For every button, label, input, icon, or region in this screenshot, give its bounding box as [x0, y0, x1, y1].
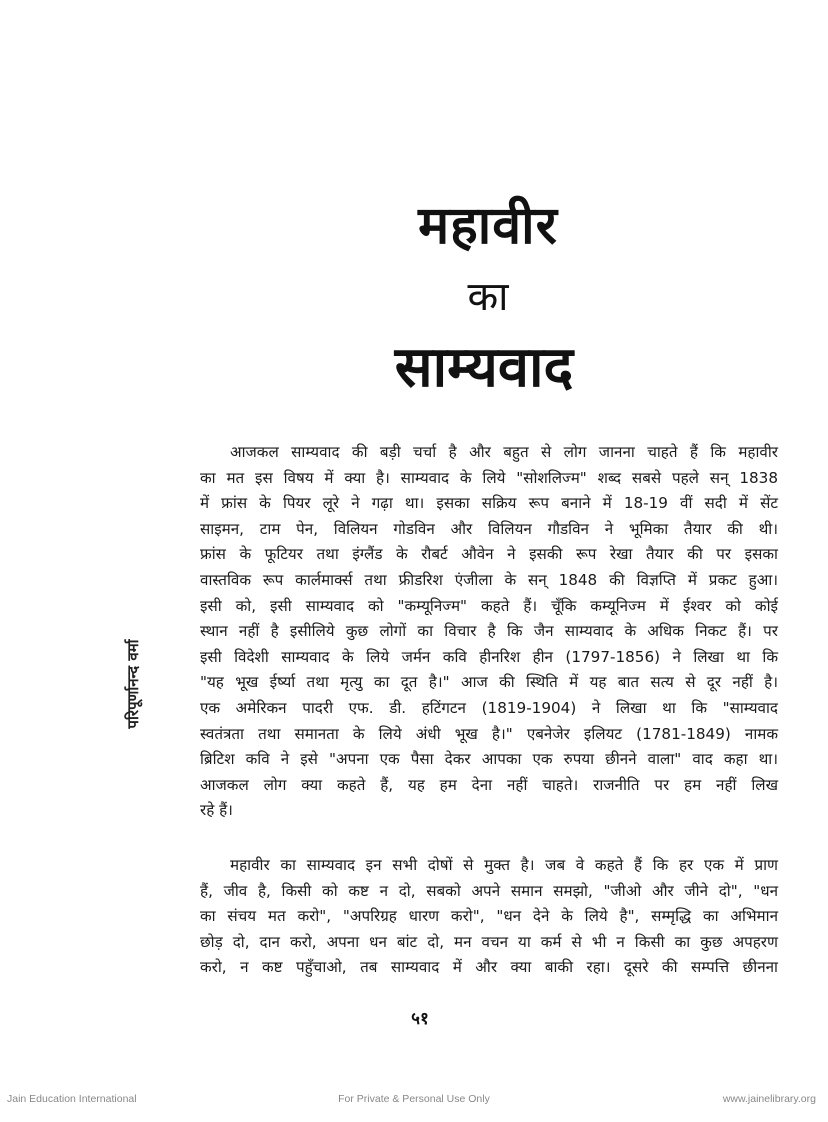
paragraph-line: का संचय मत करो", "अपरिग्रह धारण करो", "धन देने के लिये है", सम्मृद्धि का अभिमान — [200, 907, 778, 926]
paragraph-line: छोड़ दो, दान करो, अपना धन बांट दो, मन वचन या कर्म से भी न किसी का कुछ अपहरण — [200, 932, 778, 951]
paragraph-line: स्वतंत्रता तथा समानता के लिये अंधी भूख है।" एबनेजेर इलियट (1781-1849) नामक — [200, 724, 778, 743]
paragraph-2 — [200, 853, 778, 981]
paragraph-line: स्थान नहीं है इसीलिये कुछ लोगों का विचार है कि जैन साम्यवाद के अधिक निकट हैं। पर — [200, 622, 778, 641]
paragraph-line: "यह भूख ईर्ष्या तथा मृत्यु का दूत है।" आज की स्थिति में यह बात सत्य से दूर नहीं है। — [200, 673, 778, 692]
side-author-name: परिपूर्णानन्द वर्मा — [124, 639, 142, 729]
paragraph-line: एक अमेरिकन पादरी एफ. डी. हटिंगटन (1819-1904) ने लिखा था कि "साम्यवाद — [200, 698, 778, 717]
title-line-mahavir: महावीर — [418, 196, 558, 256]
title-line-ka: का — [467, 274, 509, 320]
footer-publisher: Jain Education International — [7, 1093, 137, 1105]
paragraph-line: का मत इस विषय में क्या है। साम्यवाद के लिये "सोशलिज्म" शब्द सबसे पहले सन् 1838 — [200, 468, 778, 487]
paragraph-line: रहे हैं। — [200, 801, 233, 820]
paragraph-1 — [200, 440, 778, 824]
paragraph-line: महावीर का साम्यवाद इन सभी दोषों से मुक्त है। जब वे कहते हैं कि हर एक में प्राण — [230, 856, 778, 874]
paragraph-line: वास्तविक रूप कार्लमार्क्स तथा फ्रीडरिश एंजीला के सन् 1848 की विज्ञप्ति में प्रकट हुआ। — [200, 570, 778, 589]
footer — [0, 1093, 828, 1109]
paragraph-line: इसी विदेशी साम्यवाद के लिये जर्मन कवि हीनरिश हीन (1797-1856) ने लिखा था कि — [200, 647, 778, 666]
paragraph-line: में फ्रांस के पियर लूरे ने गढ़ा था। इसका सक्रिय रूप बनाने में 18-19 वीं सदी में सेंट — [200, 494, 778, 513]
title-line-samyavad: साम्यवाद — [394, 335, 574, 400]
paragraph-line: साइमन, टाम पेन, विलियन गोडविन और विलियन गौडविन ने भूमिका तैयार की थी। — [200, 519, 778, 538]
footer-website: www.jainelibrary.org — [722, 1093, 816, 1105]
paragraph-line: करो, न कष्ट पहुँचाओ, तब साम्यवाद में और क्या बाकी रहा। दूसरे की सम्पत्ति छीनना — [200, 958, 778, 977]
paragraph-line: ब्रिटिश कवि ने इसे "अपना एक पैसा देकर आपका एक रुपया छीनने वाला" वाद कहा था। — [200, 750, 778, 769]
paragraph-line: फ्रांस के फूटियर तथा इंग्लैंड के रौबर्ट औवेन ने इसकी रूप रेखा तैयार की पर इसका — [200, 545, 778, 564]
paragraph-line: हैं, जीव है, किसी को कष्ट न दो, सबको अपने समान समझो, "जीओ और जीने दो", "धन — [200, 881, 778, 900]
paragraph-line: इसी को, इसी साम्यवाद को "कम्यूनिज्म" कहते हैं। चूँकि कम्यूनिज्म में ईश्वर को कोई — [200, 596, 778, 615]
paragraph-line: आजकल साम्यवाद की बड़ी चर्चा है और बहुत से लोग जानना चाहते हैं कि महावीर — [230, 443, 778, 461]
paragraph-line: आजकल लोग क्या कहते हैं, यह हम देना नहीं चाहते। राजनीति पर हम नहीं लिख — [200, 775, 778, 794]
page-number: ५१ — [411, 1009, 429, 1029]
footer-usage-notice: For Private & Personal Use Only — [338, 1093, 490, 1105]
